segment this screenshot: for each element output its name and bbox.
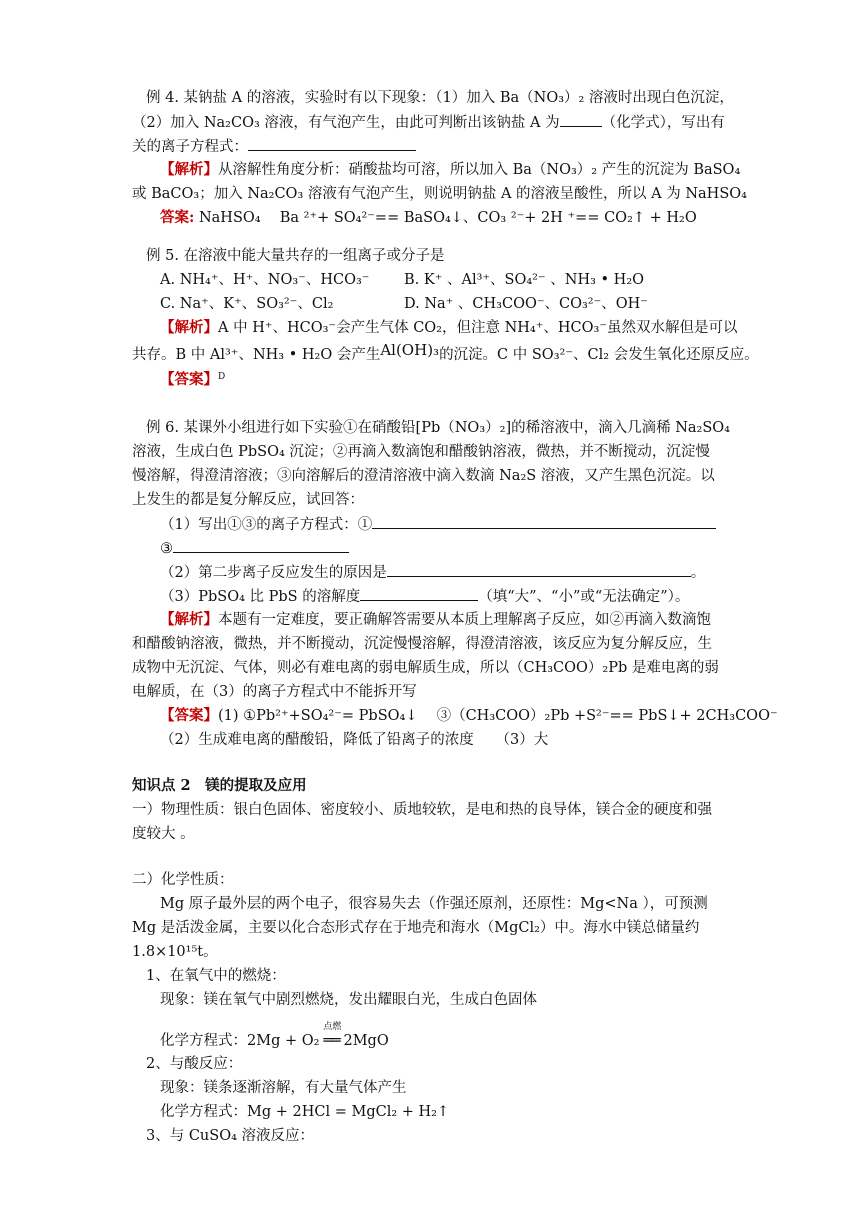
item-2-equation: 化学方程式：Mg + 2HCl = MgCl₂ + H₂↑ <box>160 1104 450 1120</box>
blank-underline <box>560 112 602 127</box>
blank-underline <box>387 562 691 577</box>
ex6-analysis-3: 成物中无沉淀、气体，则必有难电离的弱电解质生成，所以（CH₃COO）₂Pb 是难电离的弱 <box>132 660 719 676</box>
ex5-line-1: 例 5. 在溶液中能大量共存的一组离子或分子是 <box>146 248 445 264</box>
item-2-phenomenon: 现象：镁条逐渐溶解，有大量气体产生 <box>160 1080 407 1096</box>
physical-props-1: 一）物理性质：银白色固体、密度较小、质地较软，是电和热的良导体，镁合金的硬度和强 <box>132 802 712 818</box>
ex6-question-3: （3）PbSO₄ 比 PbS 的溶解度 （填“大”、“小”或“无法确定”）。 <box>160 586 689 607</box>
ex4-analysis-1: 【解析】从溶解性角度分析：硝酸盐均可溶，所以加入 Ba（NO₃）₂ 产生的沉淀为 BaSO₄ <box>160 161 741 178</box>
ex4-line-1: 例 4. 某钠盐 A 的溶液，实验时有以下现象：（1）加入 Ba（NO₃）₂ 溶液时出现白色沉淀， <box>146 90 734 106</box>
ex6-line-2: 溶液，生成白色 PbSO₄ 沉淀；②再滴入数滴饱和醋酸钠溶液，微热，并不断搅动，沉淀慢 <box>132 444 710 460</box>
item-1-equation: 化学方程式：2Mg + O₂ 点燃 ══ 2MgO <box>160 1022 389 1049</box>
ex6-line-3: 慢溶解，得澄清溶液；③向溶解后的澄清溶液中滴入数滴 Na₂S 溶液，又产生黑色沉淀。以 <box>132 468 715 484</box>
chemical-props-3: 1.8×10¹⁵t。 <box>132 944 218 960</box>
item-1-heading: 1、在氧气中的燃烧： <box>146 968 286 984</box>
physical-props-2: 度较大 。 <box>132 826 195 842</box>
ex5-analysis-1: 【解析】A 中 H⁺、HCO₃⁻会产生气体 CO₂，但注意 NH₄⁺、HCO₃⁻虽然双水解但是可以 <box>160 319 738 336</box>
item-3-heading: 3、与 CuSO₄ 溶液反应： <box>146 1128 315 1144</box>
blank-underline <box>173 538 349 553</box>
section-title: 知识点 2 镁的提取及应用 <box>132 777 307 794</box>
ex6-question-2: （2）第二步离子反应发生的原因是 。 <box>160 562 705 583</box>
chemical-props-2: Mg 是活泼金属，主要以化合态形式存在于地壳和海水（MgCl₂）中。海水中镁总储量约 <box>132 920 700 936</box>
item-1-phenomenon: 现象：镁在氧气中剧烈燃烧，发出耀眼白光，生成白色固体 <box>160 992 537 1008</box>
ex6-question-1: （1）写出①③的离子方程式：① <box>160 514 716 535</box>
ex4-answer: 答案: NaHSO₄ Ba ²⁺+ SO₄²⁻== BaSO₄↓、CO₃ ²⁻+ 2H ⁺== CO₂↑ + H₂O <box>160 209 697 226</box>
item-2-heading: 2、与酸反应： <box>146 1056 243 1072</box>
ex6-line-1: 例 6. 某课外小组进行如下实验①在硝酸铅[Pb（NO₃）₂]的稀溶液中，滴入几滴稀 Na₂SO₄ <box>146 420 730 436</box>
ex4-analysis-2: 或 BaCO₃；加入 Na₂CO₃ 溶液有气泡产生，则说明钠盐 A 的溶液呈酸性，所以 A 为 NaHSO₄ <box>132 186 747 202</box>
ex6-answer-1: 【答案】(1) ①Pb²⁺+SO₄²⁻= PbSO₄↓ ③（CH₃COO）₂Pb +S²⁻== PbS↓+ 2CH₃COO⁻ <box>160 707 778 724</box>
chemical-props-heading: 二）化学性质： <box>132 872 234 888</box>
ex5-analysis-2: 共存。B 中 Al³⁺、NH₃ • H₂O 会产生Al(OH)₃的沉淀。C 中 SO₃²⁻、Cl₂ 会发生氧化还原反应。 <box>132 341 759 363</box>
ex4-line-2: （2）加入 Na₂CO₃ 溶液，有气泡产生，由此可判断出该钠盐 A 为 （化学式），写出有 <box>132 112 725 133</box>
ex6-answer-2: （2）生成难电离的醋酸铅，降低了铅离子的浓度 （3）大 <box>160 732 549 748</box>
blank-underline <box>372 514 716 529</box>
ex6-line-4: 上发生的都是复分解反应，试回答： <box>132 492 364 508</box>
ex6-question-1b: ③ <box>160 538 349 559</box>
ex6-analysis-2: 和醋酸钠溶液，微热，并不断搅动，沉淀慢慢溶解，得澄清溶液，该反应为复分解反应，生 <box>132 636 712 652</box>
chemical-props-1: Mg 原子最外层的两个电子，很容易失去（作强还原剂，还原性：Mg<Na ），可预测 <box>160 896 708 912</box>
reaction-condition: 点燃 ══ <box>323 1022 342 1049</box>
ex5-option-d: D. Na⁺ 、CH₃COO⁻、CO₃²⁻、OH⁻ <box>404 296 648 312</box>
ex6-analysis-1: 【解析】本题有一定难度，要正确解答需要从本质上理解离子反应，如②再滴入数滴饱 <box>160 611 711 628</box>
formula-al-oh-3: Al(OH)₃ <box>380 341 440 359</box>
ex5-option-b: B. K⁺ 、Al³⁺、SO₄²⁻ 、NH₃ • H₂O <box>404 272 645 288</box>
ex5-option-c: C. Na⁺、K⁺、SO₃²⁻、Cl₂ <box>160 296 334 312</box>
blank-underline <box>360 586 478 601</box>
ex6-analysis-4: 电解质，在（3）的离子方程式中不能拆开写 <box>132 684 417 700</box>
ex4-line-3: 关的离子方程式： <box>132 136 416 157</box>
blank-underline <box>248 136 416 151</box>
ex5-answer: 【答案】$^D$ <box>160 371 226 388</box>
ex5-option-a: A. NH₄⁺、H⁺、NO₃⁻、HCO₃⁻ <box>160 272 370 288</box>
